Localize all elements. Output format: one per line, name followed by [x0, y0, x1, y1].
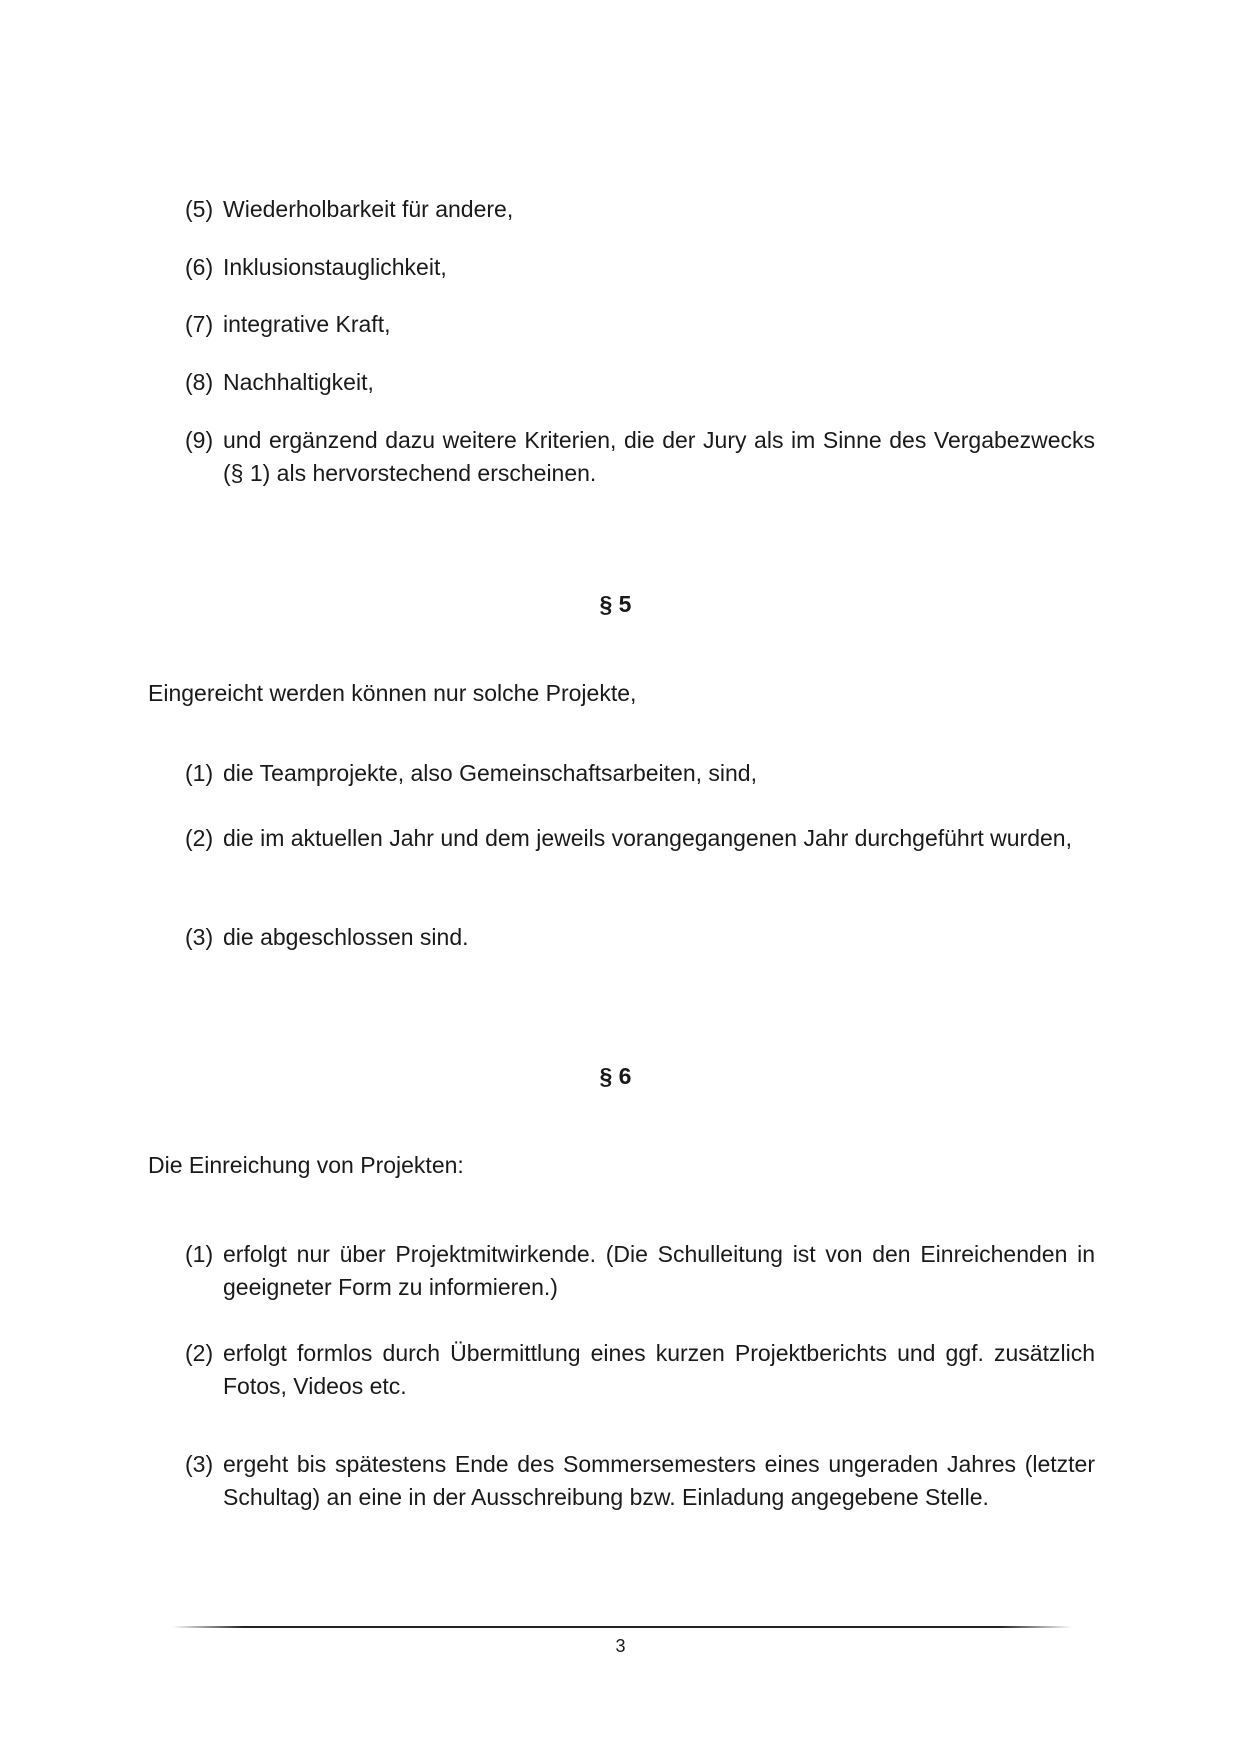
list-item-text: die im aktuellen Jahr und dem jeweils vorangegangenen Jahr durchgeführt wurden, [223, 825, 1072, 851]
section-heading [0, 1060, 1241, 1093]
list-item-number: (1) [185, 1241, 214, 1267]
list-item [185, 1337, 1095, 1403]
list-item-number: (2) [185, 1340, 214, 1366]
section-6-intro: Die Einreichung von Projekten: [148, 1152, 464, 1178]
list-item-number: (3) [185, 924, 214, 950]
list-item-number: (1) [185, 760, 214, 786]
list-item [185, 1448, 1095, 1514]
list-item-number: (7) [185, 311, 214, 337]
list-item [185, 251, 1095, 284]
list-item [185, 822, 1095, 855]
list-item-number: (2) [185, 825, 214, 851]
list-item-text: Inklusionstauglichkeit, [223, 254, 447, 280]
list-item [185, 308, 1095, 341]
list-item [185, 193, 1095, 226]
list-item-text: Wiederholbarkeit für andere, [223, 196, 514, 222]
list-item [185, 757, 1095, 790]
list-item [185, 921, 1095, 954]
section-heading [0, 588, 1241, 621]
section-5-heading: § 5 [599, 591, 632, 617]
list-item [185, 1238, 1095, 1304]
list-item-text: erfolgt nur über Projektmitwirkende. (Die Schulleitung ist von den Einreichenden in geeigneter Form zu informieren.) [223, 1241, 1095, 1300]
list-item-number: (3) [185, 1451, 214, 1477]
list-item-text: und ergänzend dazu weitere Kriterien, die der Jury als im Sinne des Vergabezwecks (§ 1) als hervorstechend erscheinen. [223, 427, 1095, 486]
list-item-text: ergeht bis spätestens Ende des Sommersemesters eines ungeraden Jahres (letzter Schultag) an eine in der Ausschreibung bzw. Einladung angegebene Stelle. [223, 1451, 1095, 1510]
section-6-heading: § 6 [599, 1063, 632, 1089]
page-number: 3 [615, 1636, 626, 1656]
list-item-text: die abgeschlossen sind. [223, 924, 469, 950]
footer-divider [172, 1626, 1072, 1628]
list-item-number: (9) [185, 427, 214, 453]
list-item-number: (5) [185, 196, 214, 222]
list-item-number: (8) [185, 369, 214, 395]
list-item [185, 366, 1095, 399]
list-item-number: (6) [185, 254, 214, 280]
list-item-text: integrative Kraft, [223, 311, 391, 337]
list-item-text: Nachhaltigkeit, [223, 369, 374, 395]
list-item-text: die Teamprojekte, also Gemeinschaftsarbeiten, sind, [223, 760, 757, 786]
section-5-intro: Eingereicht werden können nur solche Projekte, [148, 680, 637, 706]
list-item-text: erfolgt formlos durch Übermittlung eines kurzen Projektberichts und ggf. zusätzlich Fotos, Videos etc. [223, 1340, 1095, 1399]
list-item [185, 424, 1095, 490]
